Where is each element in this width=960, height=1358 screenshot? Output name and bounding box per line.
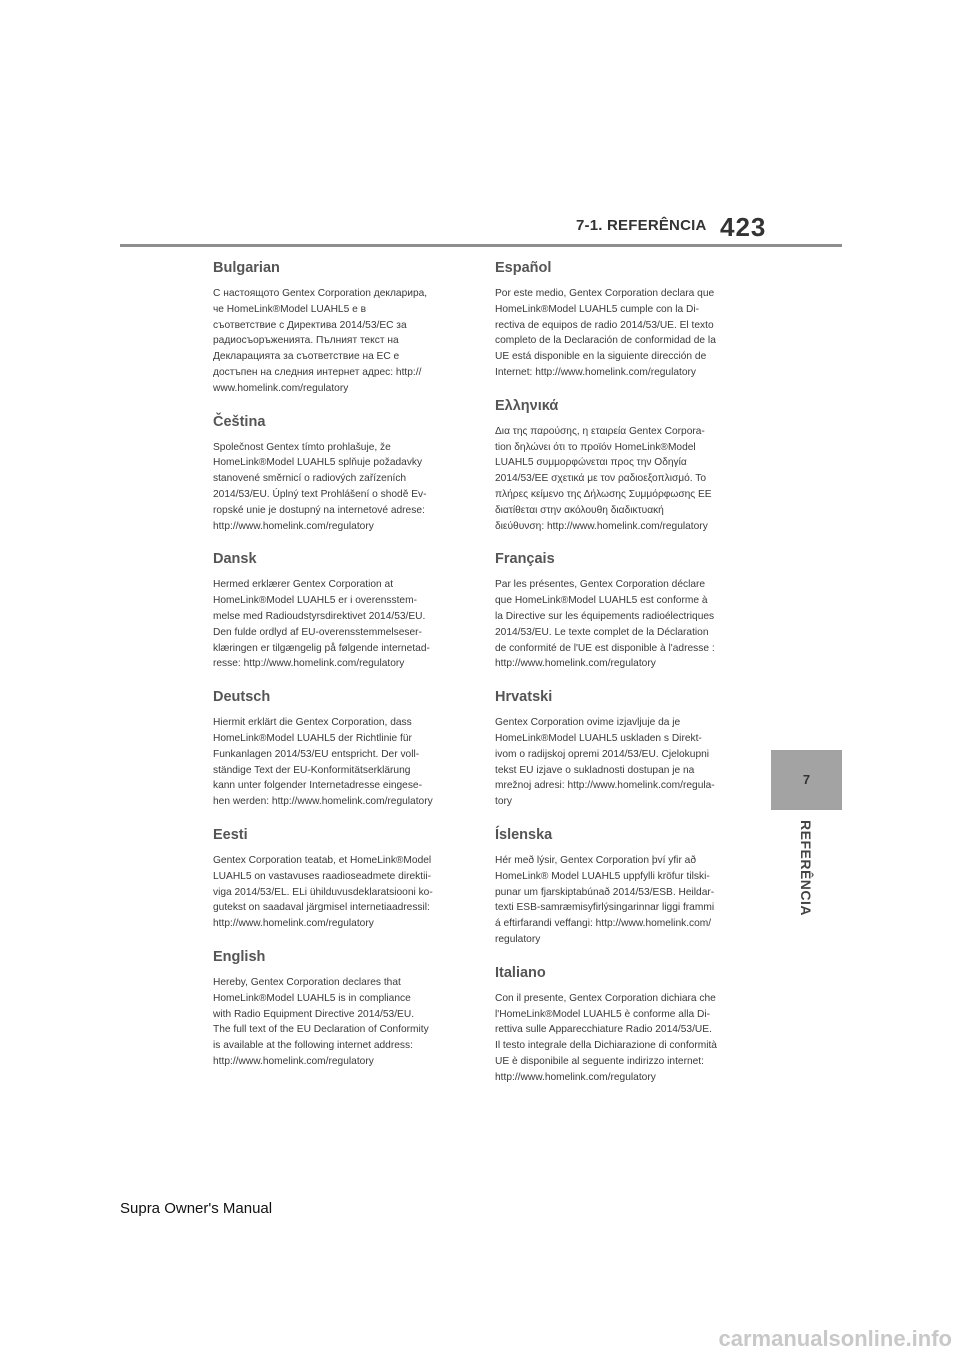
section-title: 7-1. REFERÊNCIA (576, 217, 707, 234)
text-line: completo de la Declaración de conformidad de la (495, 335, 716, 347)
text-line: Společnost Gentex tímto prohlašuje, že (213, 441, 391, 453)
declaration-text (213, 715, 465, 810)
text-line: UE è disponibile al seguente indirizzo internet: (495, 1055, 704, 1067)
text-line: kann unter folgender Internetadresse eingese- (213, 780, 422, 792)
text-line: HomeLink® Model LUAHL5 uppfylli kröfur tilski- (495, 870, 710, 882)
watermark: carmanualsonline.info (718, 1326, 952, 1351)
declaration-text (213, 440, 465, 535)
text-line: la Directive sur les équipements radioélectriques (495, 610, 715, 622)
text-line: de conformité de l'UE est disponible à l'adresse : (495, 642, 715, 654)
text-line: punar um fjarskiptabúnað 2014/53/ESB. Heildar- (495, 886, 715, 898)
text-line: πλήρες κείμενο της Δήλωσης Συμμόρφωσης ΕΕ (495, 488, 712, 500)
text-line: mrežnoj adresi: http://www.homelink.com/regula- (495, 780, 715, 792)
text-line: regulatory (495, 933, 541, 945)
language-heading: Italiano (495, 964, 546, 981)
language-section (495, 395, 747, 535)
text-line: tekst EU izjave o sukladnosti dostupan je na (495, 764, 695, 776)
language-heading: Deutsch (213, 689, 271, 706)
declaration-text (213, 577, 465, 672)
language-section (495, 548, 747, 672)
text-line: радиосъоръженията. Пълният текст на (213, 335, 399, 347)
declaration-text (213, 853, 465, 932)
text-line: HomeLink®Model LUAHL5 cumple con la Di- (495, 303, 699, 315)
text-line: http://www.homelink.com/regulatory (213, 918, 374, 930)
left-column (213, 257, 465, 1084)
language-heading: English (213, 948, 266, 965)
text-line: Internet: http://www.homelink.com/regulatory (495, 366, 697, 378)
text-line: LUAHL5 on vastavuses raadioseadmete direktii- (213, 870, 432, 882)
text-line: 2014/53/ΕΕ σχετικά με τον ραδιοεξοπλισμό. Το (495, 473, 707, 485)
language-section (213, 257, 465, 397)
language-heading: Eesti (213, 826, 248, 843)
text-line: 2014/53/EU. Le texte complet de la Déclaration (495, 626, 709, 638)
chapter-label: REFERÊNCIA (798, 820, 814, 917)
language-section (213, 548, 465, 672)
manual-title: Supra Owner's Manual (120, 1200, 273, 1217)
text-line: Par les présentes, Gentex Corporation déclare (495, 579, 706, 591)
text-line: http://www.homelink.com/regulatory (495, 1071, 656, 1083)
language-heading: Dansk (213, 551, 257, 568)
text-line: съответствие с Директива 2014/53/ЕС за (213, 319, 407, 331)
text-line: Den fulde ordlyd af EU-overensstemmelseser- (213, 626, 422, 638)
text-line: Hereby, Gentex Corporation declares that (213, 976, 401, 988)
text-line: Δια της παρούσης, η εταιρεία Gentex Corpora- (495, 425, 705, 437)
declaration-text (213, 975, 465, 1070)
text-line: Con il presente, Gentex Corporation dichiara che (495, 992, 716, 1004)
text-line: texti ESB-samræmisyfirlýsingarinnar liggi frammi (495, 902, 715, 914)
header-divider (120, 244, 842, 247)
text-line: gutekst on saadaval järgmisel internetiaadressil: (213, 902, 430, 914)
declaration-text (495, 853, 747, 948)
text-line: http://www.homelink.com/regulatory (213, 1055, 374, 1067)
language-section (213, 824, 465, 932)
declaration-text (495, 991, 747, 1086)
chapter-tab (771, 750, 842, 810)
text-line: tion δηλώνει ότι το προϊόν HomeLink®Model (495, 441, 696, 453)
language-section (213, 411, 465, 535)
text-line: Gentex Corporation ovime izjavljuje da je (495, 717, 681, 729)
text-line: Funkanlagen 2014/53/EU entspricht. Der voll- (213, 748, 420, 760)
language-heading: Íslenska (495, 826, 553, 843)
text-line: tory (495, 796, 512, 808)
text-line: HomeLink®Model LUAHL5 splňuje požadavky (213, 457, 423, 469)
language-section (495, 824, 747, 948)
language-heading: Español (495, 260, 552, 276)
text-line: 2014/53/EU. Úplný text Prohlášení o shodě Ev- (213, 488, 427, 500)
language-section (495, 962, 747, 1086)
text-line: διεύθυνση: http://www.homelink.com/regulatory (495, 520, 708, 532)
text-line: klæringen er tilgængelig på følgende internetad- (213, 642, 430, 654)
text-line: HomeLink®Model LUAHL5 is in compliance (213, 992, 411, 1004)
declaration-text (495, 577, 747, 672)
language-heading: Čeština (213, 413, 266, 430)
text-line: ständige Text der EU-Konformitätserklärung (213, 764, 411, 776)
text-line: LUAHL5 συμμορφώνεται προς την Οδηγία (495, 457, 687, 469)
declaration-text (213, 286, 465, 397)
text-line: ivom o radijskoj opremi 2014/53/EU. Cjelokupni (495, 748, 710, 760)
language-heading: Ελληνικά (495, 397, 559, 414)
text-line: rectiva de equipos de radio 2014/53/UE. El texto (495, 319, 714, 331)
language-section (495, 257, 747, 381)
text-line: Декларацията за съответствие на ЕС е (213, 351, 400, 363)
text-line: Por este medio, Gentex Corporation declara que (495, 288, 715, 299)
language-section (213, 946, 465, 1070)
text-line: http://www.homelink.com/regulatory (495, 658, 656, 670)
text-line: l'HomeLink®Model LUAHL5 è conforme alla Di- (495, 1008, 710, 1020)
text-line: viga 2014/53/EL. ELi ühilduvusdeklaratsiooni ko- (213, 886, 433, 898)
text-line: www.homelink.com/regulatory (213, 382, 349, 394)
text-line: С настоящото Gentex Corporation декларира, (213, 288, 428, 299)
language-heading: Français (495, 551, 555, 568)
text-line: The full text of the EU Declaration of Conformity (213, 1024, 429, 1036)
text-line: á eftirfarandi veffangi: http://www.homelink.com/ (495, 918, 712, 930)
text-line: Gentex Corporation teatab, et HomeLink®Model (213, 854, 432, 866)
chapter-number: 7 (802, 772, 811, 787)
text-line: resse: http://www.homelink.com/regulatory (213, 658, 405, 670)
text-line: hen werden: http://www.homelink.com/regulatory (213, 796, 433, 808)
text-line: достъпен на следния интернет адрес: http:// (213, 366, 422, 378)
text-line: Hér með lýsir, Gentex Corporation því yfir að (495, 854, 696, 866)
text-line: Il testo integrale della Dichiarazione di conformità (495, 1040, 717, 1052)
text-line: UE está disponible en la siguiente dirección de (495, 351, 707, 363)
language-section (495, 686, 747, 810)
text-line: http://www.homelink.com/regulatory (213, 520, 374, 532)
declaration-text (495, 715, 747, 810)
text-line: que HomeLink®Model LUAHL5 est conforme à (495, 595, 708, 607)
text-line: διατίθεται στην ακόλουθη διαδικτυακή (495, 504, 664, 516)
text-line: is available at the following internet address: (213, 1040, 413, 1052)
language-heading: Bulgarian (213, 260, 280, 276)
text-line: HomeLink®Model LUAHL5 uskladen s Direkt- (495, 732, 702, 744)
page-number: 423 (720, 212, 767, 242)
text-line: че HomeLink®Model LUAHL5 е в (213, 303, 366, 315)
text-line: stanovené směrnicí o radiových zařízeních (213, 473, 407, 485)
text-line: rettiva sulle Apparecchiature Radio 2014/53/UE. (495, 1024, 712, 1036)
text-line: melse med Radioudstyrsdirektivet 2014/53/EU. (213, 610, 426, 622)
language-section (213, 686, 465, 810)
language-heading: Hrvatski (495, 689, 553, 706)
right-column (495, 257, 747, 1099)
text-line: with Radio Equipment Directive 2014/53/EU. (213, 1008, 415, 1020)
text-line: ropské unie je dostupný na internetové adrese: (213, 504, 425, 516)
declaration-text (495, 286, 747, 381)
text-line: Hiermit erklärt die Gentex Corporation, dass (213, 717, 412, 729)
text-line: Hermed erklærer Gentex Corporation at (213, 579, 394, 591)
text-line: HomeLink®Model LUAHL5 der Richtlinie für (213, 732, 412, 744)
text-line: HomeLink®Model LUAHL5 er i overensstem- (213, 595, 417, 607)
declaration-text (495, 424, 747, 535)
